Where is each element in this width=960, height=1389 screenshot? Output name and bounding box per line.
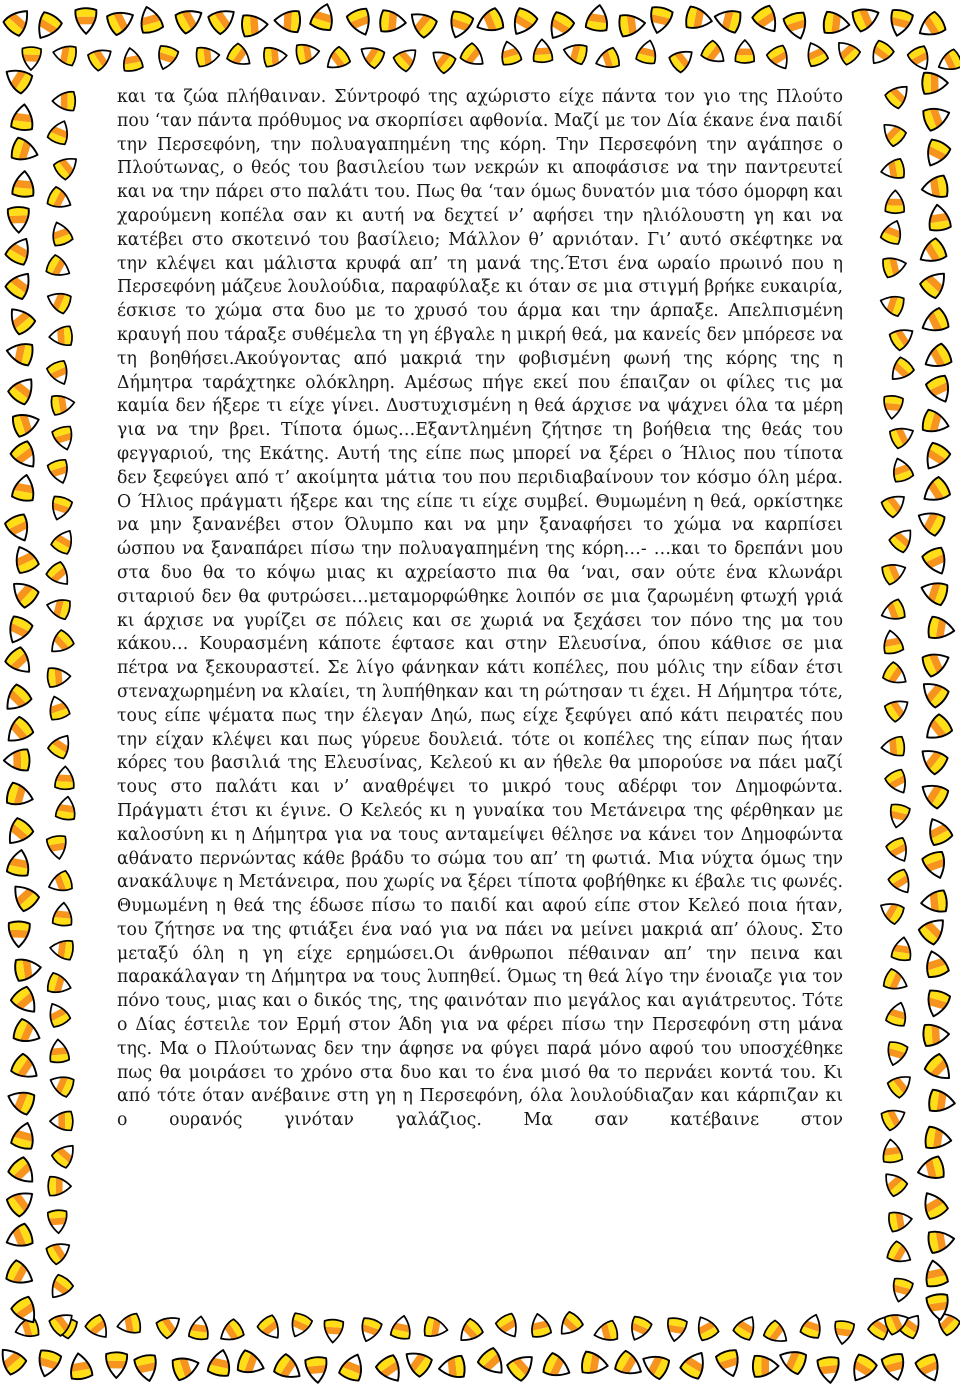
candy-corn-icon bbox=[0, 1255, 40, 1294]
candy-corn-icon bbox=[3, 846, 35, 883]
candy-corn-icon bbox=[779, 6, 814, 45]
candy-corn-icon bbox=[186, 1313, 213, 1345]
candy-corn-icon bbox=[876, 556, 912, 589]
candy-corn-icon bbox=[728, 1309, 763, 1346]
candy-corn-icon bbox=[883, 521, 920, 558]
candy-corn-icon bbox=[41, 969, 75, 1000]
candy-corn-icon bbox=[919, 1256, 952, 1293]
candy-corn-icon bbox=[19, 42, 44, 72]
candy-corn-icon bbox=[47, 149, 84, 186]
candy-corn-icon bbox=[883, 320, 920, 356]
candy-corn-icon bbox=[915, 574, 954, 610]
candy-corn-icon bbox=[886, 1272, 916, 1306]
candy-corn-icon bbox=[915, 645, 955, 682]
candy-corn-icon bbox=[674, 1344, 714, 1385]
candy-corn-icon bbox=[663, 42, 700, 78]
candy-corn-icon bbox=[47, 323, 77, 349]
candy-corn-icon bbox=[42, 593, 76, 623]
candy-corn-icon bbox=[319, 41, 356, 77]
candy-corn-icon bbox=[917, 70, 950, 97]
candy-corn-icon bbox=[2, 370, 43, 412]
candy-corn-icon bbox=[877, 1347, 911, 1385]
story-paragraph: και τα ζώα πλήθαιναν. Σύντροφό της αχώριστο είχε πάντα τον γιο της Πλούτο που ‘ταν πάντα πρόθυμος να σκορπίσει αφθονία. Μαζί με τον Δία έκανε ένα παιδί την Περσεφόνη, την πολυαγαπημένη της κόρη. Την Περσεφόνη την αγάπησε ο Πλούτωνας, ο θεός του βασιλείου των νεκρών κι αποφάσισε να την παντρευτεί και να την πάρει στο παλάτι του. Πως θα ‘ταν όμως δυνατόν μια τόσο όμορφη και χαρούμενη κοπέλα σαν κι αυτή να δεχτεί ν’ αφήσει την ηλιόλουστη γη και να κατέβει στο σκοτεινό του βασίλειο; Μάλλον θ’ αρνιόταν. Γι’ αυτό σκέφτηκε να την κλέψει και μάλιστα κρυφά απ’ τη μανά της.Έτσι ένα ωραίο πρωινό που η Περσεφόνη μάζευε λουλούδια, παραφύλαξε κι όταν σε μια στιγμή βρήκε ευκαιρία, έσκισε το χώμα στα δυο με το χρυσό του άρμα και την άρπαξε. Απελπισμένη κραυγή που τάραξε συθέμελα τη γη έβγαλε η μικρή θεά, μα κανείς δεν μπόρεσε να τη βοηθήσει.Ακούγοντας από μακριά την φοβισμένη φωνή της κόρης της η Δήμητρα ταράχτηκε ολόκληρη. Αμέσως πήγε εκεί που έπαιζαν οι φίλες τις μα καμία δεν ήξερε τι είχε γίνει. Δυστυχισμένη η θεά άρχισε να ψάχνει όλα τα μέρη για να την βρει. Τίποτα όμως…Εξαντλημένη ζήτησε τη βοήθεια της θεάς του φεγγαριού, της Εκάτης. Αυτή της είπε πως μπορεί να ξέρει ο Ήλιος που τίποτα δεν ξεφεύγει από τ’ ακοίμητα μάτια του που περιδιαβαίνουν τον κόσμο όλη μέρα. Ο Ήλιος πράγματι ήξερε και της είπε τι είχε συμβεί. Θυμωμένη η θεά, ορκίστηκε να μην ξανανέβει στον Όλυμπο και να μην ξαναφήσει το χώμα να καρπίσει ώσπου να ξαναπάρει πίσω την πολυαγαπημένη της κόρη…- …και το δρεπάνι μου στα δυο θα το κόψω μιας κι αχρείαστο πια θα ‘ναι, σαν ούτε ένα κλωνάρι σιταριού δεν θα φυτρώσει…μεταμορφώθηκε λοιπόν σε μια ζαρωμένη φτωχή γριά κι άρχισε να γυρίζει σε πόλεις και σε χωριά να ξεχάσει τον πόνο της μα του κάκου… Κουρασμένη κάποτε έφτασε και στην Ελευσίνα, όπου κάθισε σε μια πέτρα να ξεκουραστεί. Σε λίγο φάνηκαν κάτι κοπέλες, που μόλις την είδαν έτσι στεναχωρημένη να κλαίει, τη λυπήθηκαν και τη ρώτησαν τι έχει. Η Δήμητρα τότε, τους είπε ψέματα πως την έλεγαν Δηώ, πως είχε ξεφύγει από κάτι πειρατές που την είχαν κλέψει και πως γύρευε δουλειά. τότε οι κοπέλες της είπαν πως ήταν κόρες του βασιλιά της Ελευσίνας, Κελεού κι αν ήθελε θα μπορούσε να πάει μαζί τους στο παλάτι και ν’ αναθρέψει το μικρό τους αδέρφι τον Δημοφώντα. Πράγματι έτσι κι έγινε. Ο Κελεός κι η γυναίκα του Μετάνειρα της φέρθηκαν με καλοσύνη κι η Δήμητρα για να τους ανταμείψει θέλησε να κάνει τον Δημοφώντα αθάνατο περνώντας κάθε βράδυ το σώμα του απ’ τη φωτιά. Μια νύχτα όμως την ανακάλυψε η Μετάνειρα, που χωρίς να ξέρει τίποτα φοβήθηκε κι έβαλε τις φωνές. Θυμωμένη η θεά της έδωσε πίσω το παιδί και αφού είπε στον Κελεό ποια ήταν, του ζήτησε να της φτιάξει ένα ναό για να πάει να μείνει μακριά απ’ όλους. Στο μεταξύ όλη η γη είχε ερημώσει.Οι άνθρωποι πέθαιναν απ’ την πεινα και παρακάλαγαν τη Δήμητρα να τους λυπηθεί. Όμως τη θεά λίγο την ένοιαζε για τον πόνο τους, μιας και ο δικός της, της φαινόταν πιο μεγάλος και αγιάτρευτος. Τότε ο Δίας έστειλε τον Ερμή στον Άδη για να φέρει πίσω την Περσεφόνη στη μάνα της. Μα ο Πλούτωνας δεν την άφησε να φύγει παρά μόνο αφού του υποσχέθηκε πως θα μοιράσει το χρόνο στα δυο και το ένα μισό θα το περνάει κοντά του. Κι από τότε όταν ανέβαινε στη γη η Περσεφόνη, όλα λουλούδιαζαν και κάρπιζαν κι ο ουρανός γινόταν γαλάζιος. Μα σαν κατέβαινε στον bbox=[117, 87, 843, 1131]
candy-corn-icon bbox=[0, 678, 38, 720]
candy-corn-icon bbox=[918, 172, 954, 203]
candy-corn-icon bbox=[133, 1, 167, 39]
candy-corn-icon bbox=[799, 36, 833, 72]
candy-corn-icon bbox=[130, 1348, 163, 1385]
candy-corn-icon bbox=[387, 1312, 416, 1345]
candy-corn-icon bbox=[912, 910, 954, 952]
candy-corn-icon bbox=[44, 1068, 80, 1101]
candy-corn-icon bbox=[2, 746, 35, 773]
candy-corn-icon bbox=[6, 540, 44, 581]
candy-corn-icon bbox=[0, 231, 39, 272]
candy-corn-icon bbox=[913, 740, 955, 781]
candy-corn-icon bbox=[4, 434, 45, 476]
candy-corn-icon bbox=[80, 1308, 117, 1345]
candy-corn-icon bbox=[43, 624, 80, 661]
candy-corn-icon bbox=[43, 866, 78, 898]
candy-corn-icon bbox=[504, 1, 543, 42]
candy-corn-icon bbox=[919, 1123, 955, 1154]
candy-corn-icon bbox=[42, 354, 76, 390]
candy-corn-icon bbox=[4, 876, 45, 918]
candy-corn-icon bbox=[41, 997, 76, 1034]
candy-corn-icon bbox=[920, 811, 958, 852]
candy-corn-icon bbox=[0, 1182, 42, 1223]
candy-corn-icon bbox=[4, 1048, 46, 1088]
candy-corn-icon bbox=[82, 40, 119, 76]
candy-corn-icon bbox=[918, 1047, 960, 1089]
candy-corn-icon bbox=[42, 664, 73, 690]
candy-corn-icon bbox=[495, 37, 526, 71]
candy-corn-icon bbox=[830, 1315, 858, 1347]
candy-corn-icon bbox=[881, 1036, 912, 1070]
candy-corn-icon bbox=[50, 900, 76, 931]
candy-corn-icon bbox=[590, 1317, 624, 1347]
candy-corn-icon bbox=[914, 1185, 953, 1226]
candy-corn-icon bbox=[321, 1315, 347, 1345]
candy-corn-icon bbox=[709, 3, 747, 37]
candy-corn-icon bbox=[613, 10, 648, 40]
candy-corn-icon bbox=[0, 710, 40, 751]
candy-corn-icon bbox=[48, 420, 79, 455]
candy-corn-icon bbox=[877, 251, 911, 281]
candy-corn-icon bbox=[4, 573, 46, 614]
candy-corn-icon bbox=[924, 201, 955, 237]
candy-corn-icon bbox=[761, 39, 796, 76]
candy-corn-icon bbox=[0, 1219, 40, 1256]
candy-corn-icon bbox=[883, 351, 920, 388]
candy-corn-icon bbox=[387, 40, 424, 77]
candy-corn-icon bbox=[2, 1083, 42, 1120]
candy-corn-icon bbox=[916, 405, 954, 439]
candy-corn-icon bbox=[5, 202, 32, 235]
candy-corn-icon bbox=[922, 613, 958, 644]
candy-corn-icon bbox=[100, 2, 141, 40]
candy-corn-icon bbox=[843, 1347, 882, 1388]
candy-corn-icon bbox=[878, 1136, 905, 1168]
candy-corn-icon bbox=[419, 1313, 452, 1342]
candy-corn-icon bbox=[52, 793, 80, 825]
candy-corn-icon bbox=[402, 3, 444, 44]
candy-corn-icon bbox=[166, 1350, 205, 1385]
candy-corn-icon bbox=[540, 5, 580, 46]
candy-corn-icon bbox=[374, 7, 409, 36]
candy-corn-icon bbox=[0, 640, 40, 682]
candy-corn-icon bbox=[733, 38, 757, 67]
candy-corn-icon bbox=[470, 3, 510, 40]
candy-corn-icon bbox=[43, 453, 74, 488]
candy-corn-icon bbox=[40, 1234, 77, 1269]
candy-corn-icon bbox=[6, 406, 45, 441]
candy-corn-icon bbox=[9, 168, 38, 202]
candy-corn-icon bbox=[442, 4, 478, 43]
candy-corn-icon bbox=[918, 887, 953, 917]
candy-corn-icon bbox=[918, 338, 959, 377]
candy-corn-icon bbox=[608, 1345, 649, 1384]
candy-corn-icon bbox=[150, 1308, 187, 1344]
candy-corn-icon bbox=[114, 1310, 147, 1339]
candy-corn-icon bbox=[203, 1345, 236, 1382]
candy-corn-icon bbox=[932, 44, 960, 78]
candy-corn-icon bbox=[168, 0, 209, 39]
candy-corn-icon bbox=[880, 763, 915, 800]
candy-corn-icon bbox=[454, 37, 491, 74]
candy-corn-icon bbox=[881, 1067, 918, 1104]
candy-corn-icon bbox=[302, 1351, 332, 1386]
candy-corn-icon bbox=[796, 1309, 828, 1344]
candy-corn-icon bbox=[103, 1347, 130, 1380]
candy-corn-icon bbox=[875, 289, 910, 321]
candy-corn-icon bbox=[334, 1348, 371, 1388]
candy-corn-icon bbox=[875, 115, 912, 152]
candy-corn-icon bbox=[910, 1347, 948, 1387]
candy-corn-icon bbox=[876, 1165, 913, 1202]
candy-corn-icon bbox=[236, 11, 270, 40]
candy-corn-icon bbox=[886, 453, 918, 488]
candy-corn-icon bbox=[873, 894, 910, 929]
candy-corn-icon bbox=[878, 626, 907, 659]
candy-corn-icon bbox=[7, 1118, 41, 1156]
candy-corn-icon bbox=[920, 983, 954, 1021]
candy-corn-icon bbox=[582, 1, 613, 37]
candy-corn-icon bbox=[877, 657, 914, 693]
candy-corn-icon bbox=[882, 998, 913, 1033]
candy-corn-icon bbox=[8, 101, 38, 136]
candy-corn-icon bbox=[881, 831, 916, 868]
candy-corn-icon bbox=[883, 863, 919, 900]
candy-corn-icon bbox=[42, 691, 74, 726]
candy-corn-icon bbox=[500, 1346, 542, 1387]
candy-corn-icon bbox=[911, 6, 952, 46]
candy-corn-icon bbox=[45, 1205, 71, 1236]
candy-corn-icon bbox=[918, 132, 956, 173]
candy-corn-icon bbox=[917, 708, 959, 749]
candy-corn-icon bbox=[711, 1343, 746, 1382]
candy-corn-icon bbox=[354, 38, 391, 73]
candy-corn-icon bbox=[40, 250, 77, 285]
candy-corn-icon bbox=[875, 1101, 911, 1135]
candy-corn-icon bbox=[41, 285, 77, 319]
candy-corn-icon bbox=[43, 728, 79, 765]
candy-corn-icon bbox=[41, 182, 78, 216]
candy-corn-icon bbox=[6, 1014, 46, 1051]
candy-corn-icon bbox=[490, 1307, 525, 1344]
candy-corn-icon bbox=[151, 40, 183, 75]
candy-corn-icon bbox=[913, 1152, 951, 1186]
candy-corn-icon bbox=[231, 1345, 270, 1381]
candy-corn-icon bbox=[876, 595, 911, 627]
candy-corn-icon bbox=[881, 1236, 918, 1271]
candy-corn-icon bbox=[876, 215, 909, 250]
candy-corn-icon bbox=[918, 1021, 952, 1049]
candy-corn-icon bbox=[424, 42, 461, 79]
candy-corn-icon bbox=[883, 1207, 915, 1235]
candy-corn-icon bbox=[221, 38, 258, 74]
candy-corn-icon bbox=[884, 3, 918, 41]
candy-corn-icon bbox=[452, 1313, 489, 1350]
candy-corn-icon bbox=[43, 830, 71, 862]
candy-corn-icon bbox=[73, 3, 100, 36]
candy-corn-icon bbox=[912, 232, 953, 271]
candy-corn-icon bbox=[0, 1340, 33, 1382]
candy-corn-icon bbox=[471, 1341, 512, 1383]
candy-corn-icon bbox=[536, 1348, 577, 1386]
candy-corn-icon bbox=[51, 89, 80, 113]
candy-corn-icon bbox=[9, 954, 45, 985]
candy-corn-icon bbox=[880, 391, 906, 422]
candy-corn-icon bbox=[31, 1343, 66, 1381]
candy-corn-icon bbox=[2, 337, 39, 369]
candy-corn-icon bbox=[40, 556, 77, 593]
candy-corn-icon bbox=[680, 3, 717, 35]
candy-corn-icon bbox=[42, 1268, 78, 1305]
candy-corn-icon bbox=[291, 39, 323, 67]
candy-corn-icon bbox=[916, 100, 955, 136]
candy-corn-icon bbox=[922, 1225, 958, 1257]
candy-corn-icon bbox=[635, 1346, 676, 1384]
candy-corn-icon bbox=[632, 36, 662, 70]
candy-corn-icon bbox=[0, 778, 38, 812]
candy-corn-icon bbox=[191, 43, 222, 70]
candy-corn-icon bbox=[52, 764, 77, 794]
candy-corn-icon bbox=[878, 691, 915, 727]
candy-corn-icon bbox=[623, 1310, 657, 1346]
candy-corn-icon bbox=[757, 1315, 794, 1351]
candy-corn-icon bbox=[877, 964, 913, 998]
candy-corn-icon bbox=[914, 673, 956, 714]
candy-corn-icon bbox=[0, 1, 38, 43]
candy-corn-icon bbox=[0, 264, 40, 306]
candy-corn-icon bbox=[46, 523, 81, 560]
candy-corn-icon bbox=[576, 1348, 612, 1380]
candy-corn-icon bbox=[559, 38, 593, 69]
candy-corn-icon bbox=[552, 1306, 589, 1343]
candy-corn-icon bbox=[918, 945, 953, 984]
candy-corn-icon bbox=[748, 1353, 781, 1380]
candy-corn-icon bbox=[45, 490, 77, 525]
candy-corn-icon bbox=[917, 845, 953, 884]
candy-corn-icon bbox=[1, 299, 42, 341]
candy-corn-icon bbox=[917, 540, 955, 581]
candy-corn-icon bbox=[267, 1348, 309, 1388]
candy-corn-icon bbox=[875, 487, 912, 523]
candy-corn-icon bbox=[879, 734, 910, 760]
candy-corn-icon bbox=[5, 916, 33, 949]
candy-corn-icon bbox=[883, 419, 919, 453]
candy-corn-icon bbox=[695, 35, 732, 72]
candy-corn-icon bbox=[370, 1348, 410, 1389]
candy-corn-icon bbox=[591, 43, 626, 75]
candy-corn-icon bbox=[879, 77, 916, 114]
candy-corn-icon bbox=[883, 188, 908, 218]
candy-corn-icon bbox=[283, 1307, 317, 1343]
candy-corn-icon bbox=[259, 44, 290, 70]
candy-corn-icon bbox=[0, 507, 38, 548]
candy-corn-icon bbox=[4, 980, 45, 1022]
candy-corn-icon bbox=[530, 37, 555, 67]
story-text bbox=[117, 86, 843, 1133]
candy-corn-icon bbox=[915, 303, 956, 341]
candy-corn-icon bbox=[877, 155, 910, 184]
candy-corn-icon bbox=[525, 1310, 555, 1343]
candy-corn-icon bbox=[911, 503, 952, 541]
candy-corn-icon bbox=[818, 8, 853, 38]
candy-corn-icon bbox=[272, 7, 306, 35]
candy-corn-icon bbox=[914, 263, 955, 305]
candy-corn-icon bbox=[342, 1, 379, 41]
candy-corn-icon bbox=[213, 1314, 250, 1350]
candy-corn-icon bbox=[0, 609, 38, 650]
candy-corn-icon bbox=[914, 775, 956, 815]
candy-corn-icon bbox=[354, 1312, 386, 1347]
candy-corn-icon bbox=[0, 811, 40, 853]
candy-corn-icon bbox=[48, 1109, 77, 1133]
candy-corn-icon bbox=[201, 0, 243, 40]
candy-corn-icon bbox=[689, 1310, 724, 1347]
candy-corn-icon bbox=[888, 934, 916, 966]
candy-corn-icon bbox=[923, 1086, 959, 1117]
candy-corn-icon bbox=[884, 798, 914, 832]
candy-corn-icon bbox=[5, 133, 44, 168]
candy-corn-icon bbox=[49, 40, 82, 69]
candy-corn-icon bbox=[252, 1309, 288, 1346]
candy-corn-icon bbox=[46, 1037, 73, 1068]
candy-corn-icon bbox=[814, 1351, 844, 1386]
candy-corn-icon bbox=[916, 471, 958, 511]
candy-corn-icon bbox=[746, 0, 786, 40]
candy-corn-icon bbox=[773, 1342, 813, 1379]
candy-corn-icon bbox=[397, 1342, 439, 1383]
candy-corn-icon bbox=[44, 1174, 73, 1198]
candy-corn-icon bbox=[921, 368, 959, 409]
candy-corn-icon bbox=[118, 44, 147, 77]
candy-corn-icon bbox=[2, 1150, 44, 1192]
candy-corn-icon bbox=[45, 217, 77, 252]
candy-corn-icon bbox=[903, 40, 938, 77]
candy-corn-icon bbox=[845, 0, 885, 37]
candy-corn-icon bbox=[644, 0, 677, 38]
candy-corn-icon bbox=[662, 1312, 690, 1345]
candy-corn-icon bbox=[306, 0, 341, 37]
candy-corn-icon bbox=[65, 1349, 97, 1385]
candy-corn-icon bbox=[436, 1352, 471, 1382]
candy-corn-icon bbox=[43, 115, 76, 151]
candy-corn-icon bbox=[916, 436, 956, 478]
candy-corn-icon bbox=[8, 471, 40, 508]
candy-corn-icon bbox=[47, 936, 79, 963]
candy-corn-icon bbox=[46, 1137, 83, 1174]
candy-corn-icon bbox=[829, 33, 866, 70]
candy-corn-icon bbox=[28, 5, 68, 47]
candy-corn-icon bbox=[863, 34, 899, 71]
candy-corn-icon bbox=[46, 390, 78, 418]
